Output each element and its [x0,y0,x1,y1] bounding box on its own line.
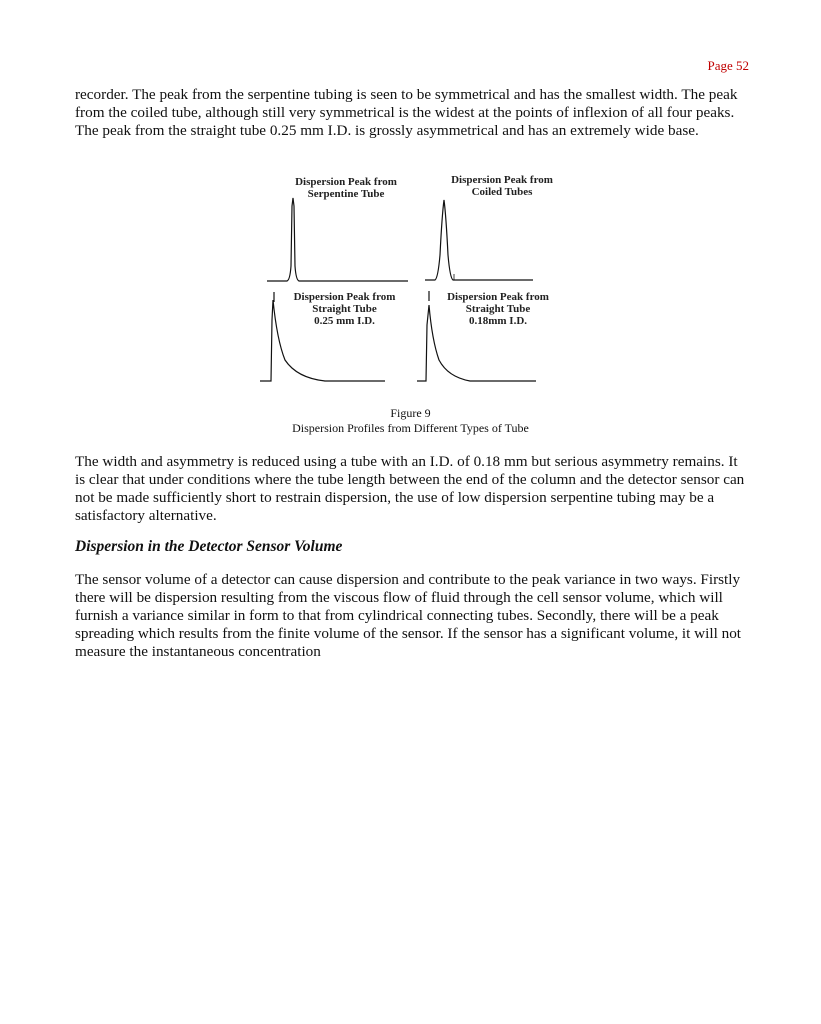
intro-paragraph: recorder. The peak from the serpentine tubing is seen to be symmetrical and has the smallest width. The peak from the coiled tube, although still very symmetrical is the widest at the points of inflexion of all four peaks. The peak from the straight tube 0.25 mm I.D. is grossly asymmetrical and has an extremely wide base. [75,86,738,139]
sensor-paragraph: The sensor volume of a detector can cause dispersion and contribute to the peak variance in two ways. Firstly there will be dispersion resulting from the viscous flow of fluid through the cell sensor volume, which will furnish a variance similar in form to that from cylindrical connecting tubes. Secondly, there will be a peak spreading which results from the finite volume of the sensor. If the sensor has a significant volume, it will not measure the instantaneous concentration [75,571,742,660]
after-figure-paragraph: The width and asymmetry is reduced using a tube with an I.D. of 0.18 mm but serious asymmetry remains. It is clear that under conditions where the tube length between the end of the column and the detector sensor can not be made sufficiently short to restrain dispersion, the use of low dispersion serpentine tubing may be a satisfactory alternative. [75,453,745,524]
panel-label-line: 0.18mm I.D. [468,315,528,327]
panel-label-line: Dispersion Peak from [447,291,549,303]
panel-label-line: Coiled Tubes [471,186,533,198]
panel-label-line: Dispersion Peak from [293,291,396,303]
straight-025-panel-label [282,291,407,327]
coiled-panel-label [437,174,567,198]
panel-label-line: Serpentine Tube [307,188,385,200]
panel-label-line: Dispersion Peak from [295,176,397,188]
section-heading: Dispersion in the Detector Sensor Volume [75,538,343,555]
serpentine-panel-label [281,176,411,200]
serpentine-peak-curve [267,198,408,281]
dispersion-profiles-diagram [255,170,555,390]
figure-caption-title: Figure 9 [390,406,431,420]
figure-caption-text: Dispersion Profiles from Different Types of Tube [292,421,529,435]
straight-018-panel-label [435,291,561,327]
panel-label-line: 0.25 mm I.D. [314,315,375,327]
page-number: Page 52 [707,58,749,73]
figure-9 [255,170,555,390]
panel-label-line: Straight Tube [465,303,531,315]
panel-label-line: Dispersion Peak from [451,174,553,186]
panel-label-line: Straight Tube [312,303,377,315]
coiled-peak-curve [425,200,533,280]
